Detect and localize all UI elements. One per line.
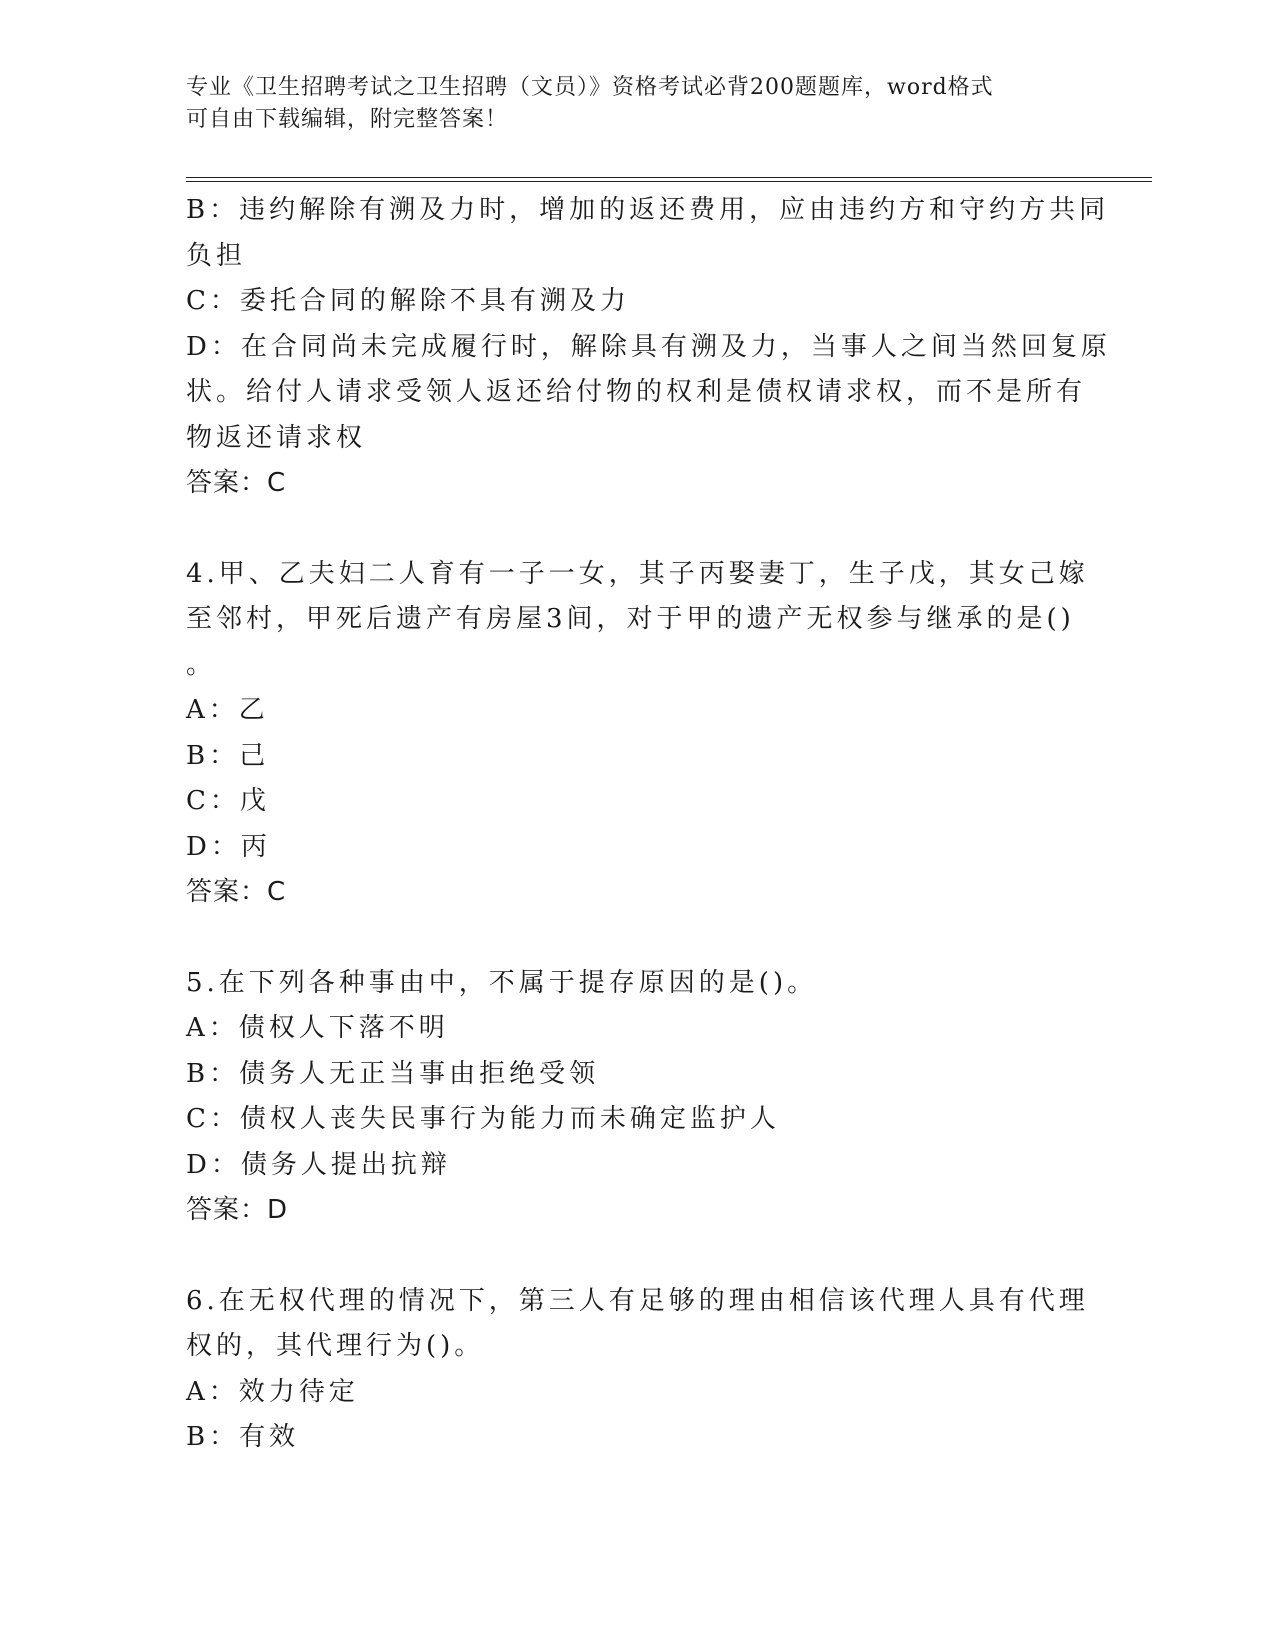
header-title-line-1: 专业《卫生招聘考试之卫生招聘（文员）》资格考试必背200题题库，word格式	[186, 75, 994, 100]
q5-option-d: D：债务人提出抗辩	[186, 1149, 451, 1180]
q6-stem-line-2: 权的，其代理行为()。	[186, 1331, 485, 1361]
question-5	[186, 961, 1066, 1234]
q5-option-c: C：债权人丧失民事行为能力而未确定监护人	[186, 1104, 780, 1134]
document-body	[186, 188, 1111, 1461]
q4-stem-line-2: 至邻村，甲死后遗产有房屋3间，对于甲的遗产无权参与继承的是()	[186, 604, 1075, 634]
q3-option-b-line-1: B：违约解除有溯及力时，增加的返还费用，应由违约方和守约方共同	[186, 195, 1110, 225]
header-divider-top	[186, 177, 1152, 178]
q3-option-d-line-1: D：在合同尚未完成履行时，解除具有溯及力，当事人之间当然回复原	[186, 331, 1111, 362]
q4-option-c: C：戊	[186, 786, 270, 816]
q3-option-d-line-2: 状。给付人请求受领人返还给付物的权利是债权请求权，而不是所有	[186, 377, 1087, 407]
q6-option-b: B：有效	[186, 1422, 300, 1452]
question-4	[186, 552, 1089, 916]
question-6	[186, 1279, 1089, 1461]
q5-option-a: A：债权人下落不明	[186, 1013, 449, 1043]
q3-option-d-line-3: 物返还请求权	[186, 422, 367, 453]
q4-stem-line-1: 4.甲、乙夫妇二人育有一子一女，其子丙娶妻丁，生子戊，其女己嫁	[186, 558, 1089, 589]
spacer	[186, 916, 1066, 961]
q5-stem: 5.在下列各种事由中，不属于提存原因的是()。	[186, 967, 818, 998]
q4-option-d: D：丙	[186, 831, 271, 862]
document-header	[186, 72, 1066, 136]
q6-option-a: A：效力待定	[186, 1376, 359, 1407]
q5-option-b: B：债务人无正当事由拒绝受领	[186, 1058, 600, 1089]
q3-option-b-line-2: 负担	[186, 240, 247, 271]
q4-answer: 答案：C	[186, 877, 287, 907]
question-3	[186, 188, 1111, 507]
header-divider-bottom	[186, 181, 1152, 182]
q3-answer: 答案：C	[186, 468, 287, 498]
spacer	[186, 1234, 1066, 1279]
spacer	[186, 507, 1066, 552]
q6-stem-line-1: 6.在无权代理的情况下，第三人有足够的理由相信该代理人具有代理	[186, 1285, 1089, 1316]
q4-option-a: A：乙	[186, 695, 269, 725]
header-title-line-2: 可自由下载编辑，附完整答案！	[186, 107, 509, 132]
q5-answer: 答案：D	[186, 1195, 289, 1225]
q4-option-b: B：己	[186, 740, 270, 771]
q3-option-c: C：委托合同的解除不具有溯及力	[186, 286, 630, 316]
q4-stem-line-3: 。	[186, 649, 217, 680]
